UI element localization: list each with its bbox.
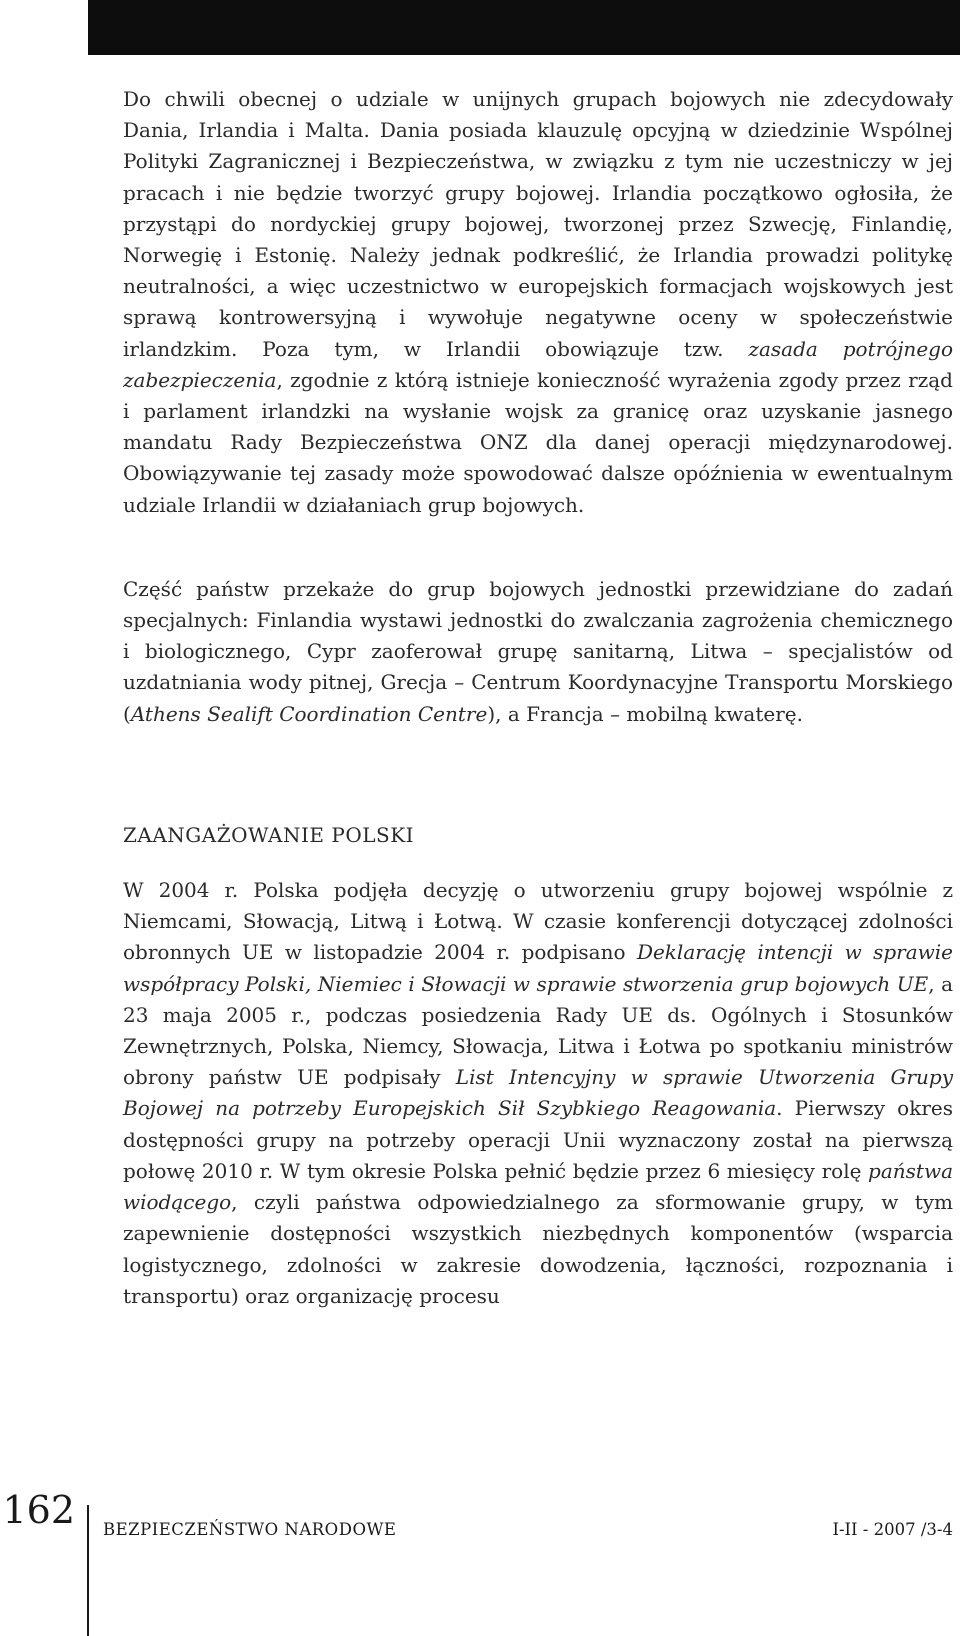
footer-divider	[87, 1505, 89, 1636]
paragraph-2-text-cont: ), a Francja – mobilną kwaterę.	[487, 701, 803, 726]
section-text-1: W 2004 r. Polska podjęła decyzję o utworzeniu grupy bojowej wspólnie z Niemcami, Słowacją, Litwą i Łotwą. W czasie konferencji dotyczącej zdolności obronnych UE w listopadzie 2004 r. podpisano	[123, 878, 953, 965]
paragraph-2-text: Część państw przekaże do grup bojowych jednostki przewidziane do zadań specjalnych: Finlandia wystawi jednostki do zwalczania zagrożenia chemicznego i biologicznego, Cypr zaoferował grupę sanitarną, Litwa – specjalistów od uzdatniania wody pitnej, Grecja – Centrum Koordynacyjne Transportu Morskiego (	[123, 576, 953, 726]
paragraph-2	[123, 574, 953, 730]
term-triple-lock: zasada potrójnego zabezpieczenia	[123, 336, 953, 392]
term-letter-of-intent: List Intencyjny w sprawie Utworzenia Grupy Bojowej na potrzeby Europejskich Sił Szybkiego Reagowania	[123, 1065, 953, 1121]
page-number: 162	[2, 1488, 75, 1532]
footer-issue: I-II - 2007 /3-4	[832, 1520, 953, 1539]
section-text-3: . Pierwszy okres dostępności grupy na potrzeby operacji Unii wyznaczony został na pierwszą połowę 2010 r. W tym okresie Polska pełnić będzie przez 6 miesięcy rolę	[123, 1096, 953, 1183]
header-bar	[88, 0, 960, 55]
page-body	[123, 84, 953, 1312]
section-paragraph	[123, 875, 953, 1312]
section-text-4: , czyli państwa odpowiedzialnego za sformowanie grupy, w tym zapewnienie dostępności wszystkich niezbędnych komponentów (wsparcia logistycznego, zdolności w zakresie dowodzenia, łączności, rozpoznania i transportu) oraz organizację procesu	[123, 1190, 953, 1308]
term-athens-sealift: Athens Sealift Coordination Centre	[130, 701, 488, 726]
paragraph-1-text-cont: , zgodnie z którą istnieje konieczność wyrażenia zgody przez rząd i parlament irlandzki na wysłanie wojsk za granicę oraz uzyskanie jasnego mandatu Rady Bezpieczeństwa ONZ dla danej operacji międzynarodowej. Obowiązywanie tej zasady może spowodować dalsze opóźnienia w ewentualnym udziale Irlandii w działaniach grup bojowych.	[123, 367, 953, 517]
footer-journal-title: BEZPIECZEŃSTWO NARODOWE	[103, 1520, 397, 1539]
section-heading: ZAANGAŻOWANIE POLSKI	[123, 822, 415, 847]
term-declaration: Deklarację intencji w sprawie współpracy Polski, Niemiec i Słowacji w sprawie stworzenia grup bojowych UE	[123, 940, 954, 996]
paragraph-1	[123, 84, 953, 521]
paragraph-1-text: Do chwili obecnej o udziale w unijnych grupach bojowych nie zdecydowały Dania, Irlandia i Malta. Dania posiada klauzulę opcyjną w dziedzinie Wspólnej Polityki Zagranicznej i Bezpieczeństwa, w związku z tym nie uczestniczy w jej pracach i nie będzie tworzyć grupy bojowej. Irlandia początkowo ogłosiła, że przystąpi do nordyckiej grupy bojowej, tworzonej przez Szwecję, Finlandię, Norwegię i Estonię. Należy jednak podkreślić, że Irlandia prowadzi politykę neutralności, a więc uczestnictwo w europejskich formacjach wojskowych jest sprawą kontrowersyjną i wywołuje negatywne oceny w społeczeństwie irlandzkim. Poza tym, w Irlandii obowiązuje tzw.	[123, 87, 953, 361]
section-text-2: , a 23 maja 2005 r., podczas posiedzenia Rady UE ds. Ogólnych i Stosunków Zewnętrznych, Polska, Niemcy, Słowacja, Litwa i Łotwa po spotkaniu ministrów obrony państw UE podpisały	[123, 971, 954, 1090]
term-lead-nation: państwa wiodącego	[123, 1158, 953, 1215]
